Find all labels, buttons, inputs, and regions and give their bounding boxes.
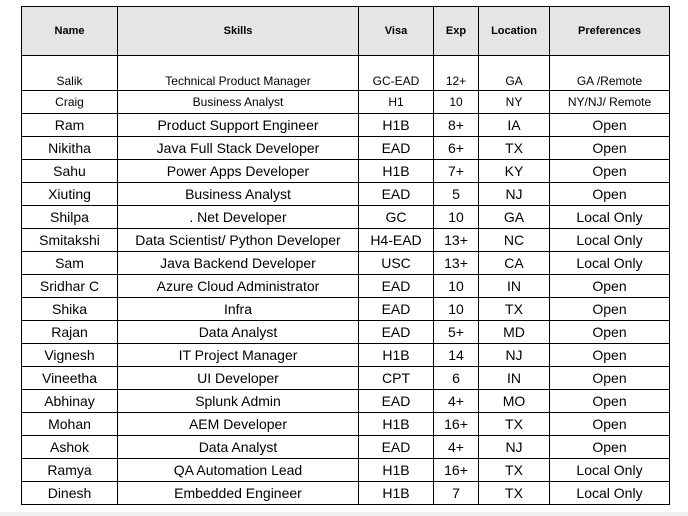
cell-visa: EAD xyxy=(359,436,434,459)
cell-visa: GC-EAD xyxy=(359,56,434,91)
cell-skills: Azure Cloud Administrator xyxy=(118,275,359,298)
table-row xyxy=(22,344,670,367)
cell-preferences: Open xyxy=(550,321,670,344)
header-location: Location xyxy=(479,7,550,56)
cell-name: Dinesh xyxy=(22,482,118,505)
cell-exp: 7 xyxy=(434,482,479,505)
cell-name: Abhinay xyxy=(22,390,118,413)
cell-exp: 13+ xyxy=(434,229,479,252)
cell-exp: 10 xyxy=(434,275,479,298)
table-row xyxy=(22,56,670,91)
cell-preferences: NY/NJ/ Remote xyxy=(550,91,670,114)
cell-visa: EAD xyxy=(359,275,434,298)
cell-location: MD xyxy=(479,321,550,344)
cell-location: CA xyxy=(479,252,550,275)
cell-skills: Power Apps Developer xyxy=(118,160,359,183)
table-row xyxy=(22,160,670,183)
cell-visa: H1B xyxy=(359,413,434,436)
cell-visa: EAD xyxy=(359,321,434,344)
header-visa: Visa xyxy=(359,7,434,56)
header-exp: Exp xyxy=(434,7,479,56)
cell-visa: H1B xyxy=(359,459,434,482)
cell-location: IN xyxy=(479,367,550,390)
cell-preferences: Local Only xyxy=(550,252,670,275)
cell-preferences: Open xyxy=(550,275,670,298)
cell-exp: 8+ xyxy=(434,114,479,137)
cell-name: Ashok xyxy=(22,436,118,459)
cell-preferences: Open xyxy=(550,160,670,183)
cell-preferences: Local Only xyxy=(550,206,670,229)
cell-visa: H1B xyxy=(359,160,434,183)
cell-name: Nikitha xyxy=(22,137,118,160)
cell-location: IN xyxy=(479,275,550,298)
table-row xyxy=(22,367,670,390)
table-row xyxy=(22,298,670,321)
cell-preferences: GA /Remote xyxy=(550,56,670,91)
table-row xyxy=(22,229,670,252)
cell-skills: Infra xyxy=(118,298,359,321)
cell-exp: 5+ xyxy=(434,321,479,344)
cell-location: KY xyxy=(479,160,550,183)
cell-skills: Java Full Stack Developer xyxy=(118,137,359,160)
cell-location: NC xyxy=(479,229,550,252)
cell-location: IA xyxy=(479,114,550,137)
cell-visa: EAD xyxy=(359,390,434,413)
table-row xyxy=(22,137,670,160)
cell-location: TX xyxy=(479,137,550,160)
cell-preferences: Open xyxy=(550,114,670,137)
cell-name: Sam xyxy=(22,252,118,275)
candidate-table xyxy=(21,6,670,505)
cell-location: MO xyxy=(479,390,550,413)
cell-name: Craig xyxy=(22,91,118,114)
cell-name: Vineetha xyxy=(22,367,118,390)
cell-name: Xiuting xyxy=(22,183,118,206)
cell-skills: Business Analyst xyxy=(118,91,359,114)
table-row xyxy=(22,206,670,229)
cell-name: Shilpa xyxy=(22,206,118,229)
cell-exp: 4+ xyxy=(434,390,479,413)
cell-visa: H1 xyxy=(359,91,434,114)
cell-skills: Embedded Engineer xyxy=(118,482,359,505)
cell-skills: Data Analyst xyxy=(118,436,359,459)
cell-location: NJ xyxy=(479,436,550,459)
cell-visa: GC xyxy=(359,206,434,229)
cell-preferences: Open xyxy=(550,436,670,459)
cell-name: Smitakshi xyxy=(22,229,118,252)
cell-name: Ramya xyxy=(22,459,118,482)
cell-preferences: Local Only xyxy=(550,229,670,252)
cell-visa: CPT xyxy=(359,367,434,390)
cell-skills: Business Analyst xyxy=(118,183,359,206)
table-row xyxy=(22,413,670,436)
cell-skills: Data Analyst xyxy=(118,321,359,344)
candidate-table-container xyxy=(21,6,669,502)
table-row xyxy=(22,183,670,206)
table-row xyxy=(22,436,670,459)
cell-name: Mohan xyxy=(22,413,118,436)
cell-exp: 16+ xyxy=(434,459,479,482)
cell-skills: Data Scientist/ Python Developer xyxy=(118,229,359,252)
cell-exp: 10 xyxy=(434,91,479,114)
cell-name: Rajan xyxy=(22,321,118,344)
cell-preferences: Open xyxy=(550,183,670,206)
cell-visa: H1B xyxy=(359,114,434,137)
cell-preferences: Open xyxy=(550,137,670,160)
table-row xyxy=(22,390,670,413)
cell-location: TX xyxy=(479,413,550,436)
cell-exp: 13+ xyxy=(434,252,479,275)
cell-preferences: Local Only xyxy=(550,459,670,482)
cell-visa: EAD xyxy=(359,183,434,206)
cell-visa: H1B xyxy=(359,344,434,367)
header-name: Name xyxy=(22,7,118,56)
table-row xyxy=(22,91,670,114)
cell-preferences: Open xyxy=(550,367,670,390)
cell-location: TX xyxy=(479,459,550,482)
table-row xyxy=(22,114,670,137)
cell-visa: EAD xyxy=(359,137,434,160)
cell-exp: 6 xyxy=(434,367,479,390)
cell-name: Salik xyxy=(22,56,118,91)
cell-skills: IT Project Manager xyxy=(118,344,359,367)
cell-exp: 10 xyxy=(434,298,479,321)
table-row xyxy=(22,321,670,344)
cell-skills: AEM Developer xyxy=(118,413,359,436)
cell-skills: Technical Product Manager xyxy=(118,56,359,91)
cell-skills: Java Backend Developer xyxy=(118,252,359,275)
cell-preferences: Open xyxy=(550,298,670,321)
table-body xyxy=(22,56,670,505)
table-row xyxy=(22,275,670,298)
cell-location: GA xyxy=(479,56,550,91)
cell-skills: Product Support Engineer xyxy=(118,114,359,137)
cell-visa: EAD xyxy=(359,298,434,321)
cell-skills: Splunk Admin xyxy=(118,390,359,413)
cell-preferences: Open xyxy=(550,344,670,367)
cell-name: Shika xyxy=(22,298,118,321)
table-row xyxy=(22,459,670,482)
header-skills: Skills xyxy=(118,7,359,56)
cell-name: Vignesh xyxy=(22,344,118,367)
cell-exp: 6+ xyxy=(434,137,479,160)
header-row xyxy=(22,7,670,56)
cell-preferences: Local Only xyxy=(550,482,670,505)
cell-location: GA xyxy=(479,206,550,229)
cell-visa: USC xyxy=(359,252,434,275)
cell-preferences: Open xyxy=(550,390,670,413)
cell-location: TX xyxy=(479,298,550,321)
cell-exp: 5 xyxy=(434,183,479,206)
cell-skills: UI Developer xyxy=(118,367,359,390)
cell-visa: H1B xyxy=(359,482,434,505)
cell-exp: 12+ xyxy=(434,56,479,91)
cell-name: Sridhar C xyxy=(22,275,118,298)
cell-exp: 14 xyxy=(434,344,479,367)
cell-location: NJ xyxy=(479,344,550,367)
cell-exp: 4+ xyxy=(434,436,479,459)
cell-name: Sahu xyxy=(22,160,118,183)
page-bottom-border xyxy=(0,512,688,516)
table-row xyxy=(22,482,670,505)
cell-visa: H4-EAD xyxy=(359,229,434,252)
cell-location: NJ xyxy=(479,183,550,206)
cell-exp: 16+ xyxy=(434,413,479,436)
cell-skills: . Net Developer xyxy=(118,206,359,229)
table-row xyxy=(22,252,670,275)
cell-exp: 7+ xyxy=(434,160,479,183)
cell-location: NY xyxy=(479,91,550,114)
cell-exp: 10 xyxy=(434,206,479,229)
header-preferences: Preferences xyxy=(550,7,670,56)
cell-name: Ram xyxy=(22,114,118,137)
cell-preferences: Open xyxy=(550,413,670,436)
cell-location: TX xyxy=(479,482,550,505)
cell-skills: QA Automation Lead xyxy=(118,459,359,482)
